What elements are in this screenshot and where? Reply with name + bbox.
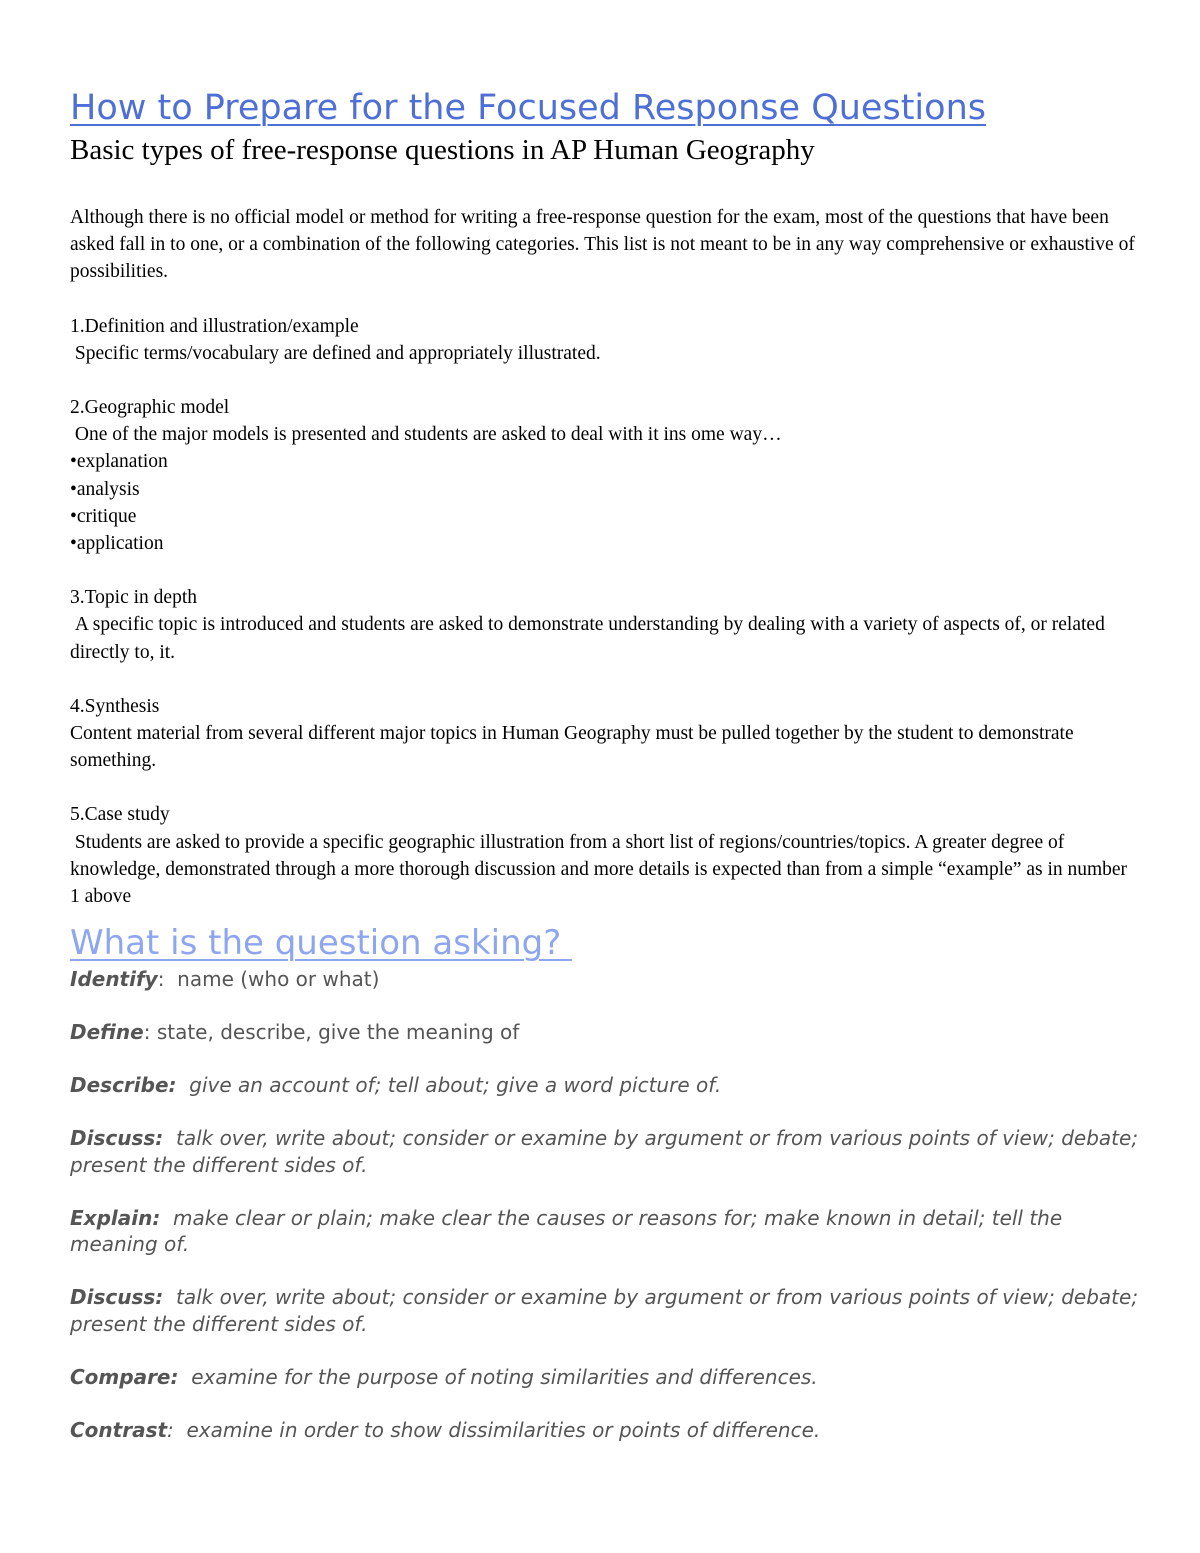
category-heading: 2.Geographic model xyxy=(70,397,230,419)
document-page xyxy=(70,86,1145,1443)
category-description: A specific topic is introduced and students are asked to demonstrate understanding by dealing with a variety of aspects of, or related directly to, it. xyxy=(70,614,1110,663)
term-definition: talk over, write about; consider or examine by argument or from various points of view; debate; present the different sides of. xyxy=(70,1285,1145,1336)
term-contrast xyxy=(70,1417,1140,1444)
term-describe xyxy=(70,1072,1140,1099)
category-2 xyxy=(70,394,1140,557)
category-4 xyxy=(70,693,1140,775)
term-explain xyxy=(70,1205,1140,1258)
term-definition: examine for the purpose of noting similarities and differences. xyxy=(178,1364,818,1389)
term-definition: : state, describe, give the meaning of xyxy=(143,1020,520,1045)
category-heading: 4.Synthesis xyxy=(70,695,160,717)
term-definition: make clear or plain; make clear the causes or reasons for; make known in detail; tell the meaning of. xyxy=(70,1205,1069,1257)
bullet-list xyxy=(70,448,1140,557)
category-heading: 1.Definition and illustration/example xyxy=(70,315,359,337)
page-title: How to Prepare for the Focused Response Questions xyxy=(70,88,986,128)
category-description: Specific terms/vocabulary are defined and appropriately illustrated. xyxy=(70,342,601,364)
term-definition: talk over, write about; consider or examine by argument or from various points of view; debate; present the different sides of. xyxy=(70,1126,1145,1177)
list-item: •explanation xyxy=(70,451,168,473)
intro-paragraph: Although there is no official model or method for writing a free-response question for the exam, most of the questions that have been asked fall in to one, or a combination of the following categories. This list is not meant to be in any way comprehensive or exhaustive of possibilities. xyxy=(70,207,1135,283)
term-compare xyxy=(70,1364,1140,1391)
term-name: Compare: xyxy=(70,1364,179,1389)
category-description: One of the major models is presented and students are asked to deal with it ins ome way… xyxy=(70,424,782,446)
term-definition: : examine in order to show dissimilarities or points of difference. xyxy=(167,1417,821,1442)
list-item: •analysis xyxy=(70,478,140,500)
list-item: •application xyxy=(70,533,164,555)
term-discuss xyxy=(70,1284,1145,1337)
term-name: Discuss: xyxy=(70,1126,164,1151)
term-discuss xyxy=(70,1125,1145,1178)
category-heading: 5.Case study xyxy=(70,804,170,826)
category-description: Content material from several different major topics in Human Geography must be pulled together by the student to demonstrate something. xyxy=(70,723,1079,772)
term-name: Define xyxy=(70,1020,144,1045)
category-1 xyxy=(70,313,1140,367)
term-name: Discuss: xyxy=(70,1285,164,1310)
section-heading: What is the question asking? xyxy=(70,923,573,964)
category-description: Students are asked to provide a specific geographic illustration from a short list of regions/countries/topics. A greater degree of knowledge, demonstrated through a more thorough discussion and more details is expected than from a simple “example” as in number 1 above xyxy=(70,831,1132,908)
page-subtitle: Basic types of free-response questions in AP Human Geography xyxy=(70,134,815,166)
list-item: •critique xyxy=(70,505,137,527)
term-definition: give an account of; tell about; give a word picture of. xyxy=(176,1073,722,1098)
term-definition: : name (who or what) xyxy=(157,967,380,992)
term-name: Contrast xyxy=(70,1417,168,1442)
term-name: Explain: xyxy=(70,1205,161,1230)
term-name: Identify xyxy=(70,967,158,992)
term-name: Describe: xyxy=(70,1073,177,1098)
category-heading: 3.Topic in depth xyxy=(70,587,197,609)
category-5 xyxy=(70,801,1140,910)
term-define xyxy=(70,1019,1140,1046)
category-3 xyxy=(70,584,1140,666)
term-identify xyxy=(70,966,1140,993)
